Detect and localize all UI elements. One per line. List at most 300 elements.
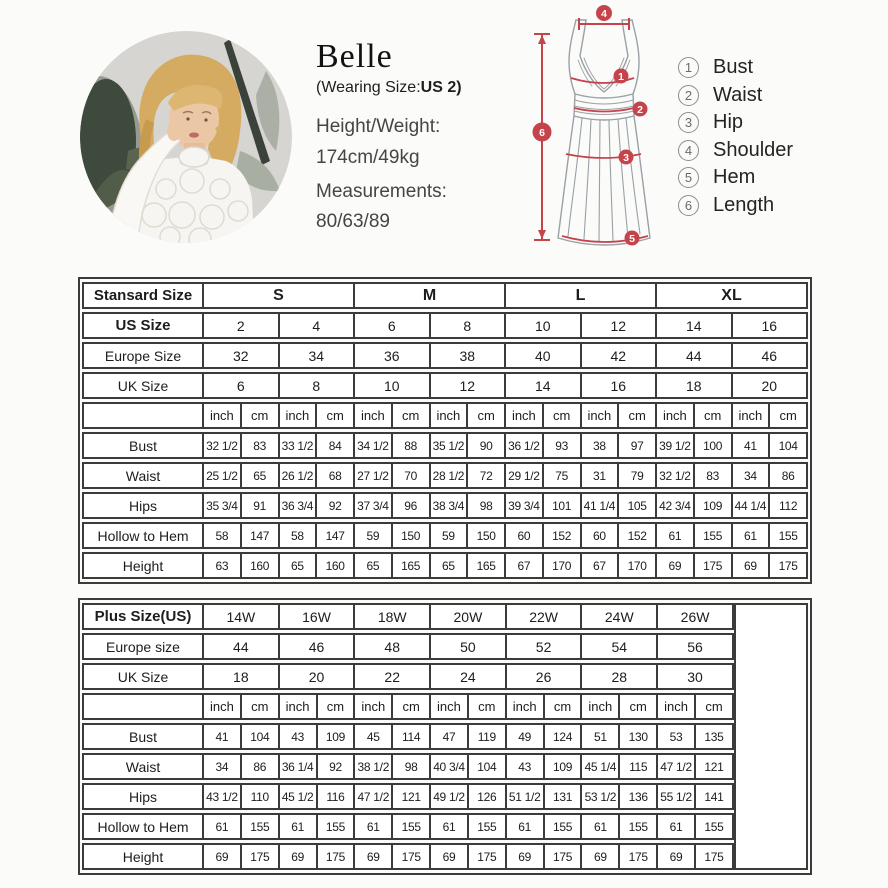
measurement-cell: 135 [696,723,734,750]
size-value-cell: 20 [733,372,809,399]
unit-header-cell: inch [355,402,393,429]
row-label-bust: Bust [82,723,204,750]
size-value-cell: 20 [280,663,356,690]
measurement-cell: 43 1/2 [204,783,242,810]
row-hips [82,783,808,810]
measurement-cell: 36 1/2 [506,432,544,459]
measurement-cell: 40 3/4 [431,753,469,780]
size-value-cell: 16 [582,372,658,399]
measurement-cell: 175 [469,843,507,870]
wearing-size-value: US 2) [420,79,462,96]
measurement-cell: 130 [620,723,658,750]
legend-item-hem [678,164,793,192]
empty-cell [734,603,808,870]
measurement-cell: 32 1/2 [204,432,242,459]
legend-number-circle: 5 [678,167,699,188]
measurement-cell: 41 1/4 [582,492,620,519]
unit-header-cell: inch [582,693,620,720]
unit-header-cell: cm [242,693,280,720]
measurement-cell: 131 [545,783,583,810]
measurement-cell: 61 [204,813,242,840]
measurement-cell: 96 [393,492,431,519]
measurement-cell: 155 [393,813,431,840]
measurement-cell: 104 [770,432,808,459]
model-photo [80,31,292,243]
size-value-cell: 28 [582,663,658,690]
measurement-cell: 63 [204,552,242,579]
brand-name: Belle [316,38,393,75]
measurement-cell: 67 [582,552,620,579]
measurement-cell: 69 [658,843,696,870]
measurement-cell: 83 [695,462,733,489]
unit-header-cell: cm [242,402,280,429]
unit-header-cell: cm [545,693,583,720]
row-label-empty [82,693,204,720]
row-hips [82,492,808,519]
measurement-cell: 47 1/2 [658,753,696,780]
measurement-cell: 65 [280,552,318,579]
measurement-cell: 61 [658,813,696,840]
measurement-cell: 121 [696,753,734,780]
standard-size-table [82,279,808,582]
row-label-hips: Hips [82,783,204,810]
measurement-cell: 170 [544,552,582,579]
height-weight-label: Height/Weight: [316,116,441,137]
model-photo-illustration [80,31,292,243]
measurement-cell: 65 [431,552,469,579]
size-value-cell: 6 [355,312,431,339]
measurement-cell: 141 [696,783,734,810]
legend-number-circle: 1 [678,57,699,78]
unit-header-cell: cm [544,402,582,429]
unit-header-cell: inch [507,693,545,720]
row-label-stansard-size: Stansard Size [82,282,204,309]
measurement-cell: 84 [317,432,355,459]
size-value-cell: 36 [355,342,431,369]
measurement-cell: 69 [582,843,620,870]
measurement-cell: 69 [280,843,318,870]
size-value-cell: 8 [431,312,507,339]
measurement-cell: 65 [242,462,280,489]
measurements-value: 80/63/89 [316,211,390,232]
legend-label: Bust [713,56,754,79]
row-label-europe-size: Europe Size [82,342,204,369]
measurement-cell: 41 [733,432,771,459]
measurement-cell: 49 [507,723,545,750]
row-label-hips: Hips [82,492,204,519]
row-label-bust: Bust [82,432,204,459]
row-label-height: Height [82,552,204,579]
measurement-cell: 92 [317,492,355,519]
measurement-cell: 61 [431,813,469,840]
svg-text:2: 2 [637,103,643,116]
measurement-cell: 61 [280,813,318,840]
measurement-cell: 43 [280,723,318,750]
measurement-cell: 34 [204,753,242,780]
measurement-cell: 97 [619,432,657,459]
unit-header-cell: cm [695,402,733,429]
measurement-cell: 155 [770,522,808,549]
size-value-cell: 12 [582,312,658,339]
unit-header-cell: cm [620,693,658,720]
svg-text:3: 3 [623,151,629,164]
size-group-cell: M [355,282,506,309]
measurement-cell: 33 1/2 [280,432,318,459]
measurement-cell: 160 [242,552,280,579]
plus-size-table [82,600,808,873]
measurement-cell: 39 1/2 [657,432,695,459]
size-value-cell: 52 [507,633,583,660]
height-weight-value: 174cm/49kg [316,147,420,168]
measurement-cell: 104 [242,723,280,750]
unit-header-cell: cm [469,693,507,720]
header-row-europe-size [82,342,808,369]
measurement-cell: 68 [317,462,355,489]
row-label-height: Height [82,843,204,870]
measurement-cell: 175 [318,843,356,870]
svg-text:5: 5 [629,232,635,245]
row-label-waist: Waist [82,462,204,489]
measurement-cell: 27 1/2 [355,462,393,489]
measurement-cell: 61 [507,813,545,840]
row-label-waist: Waist [82,753,204,780]
measurement-cell: 59 [355,522,393,549]
row-bust [82,432,808,459]
size-value-cell: 8 [280,372,356,399]
measurement-cell: 175 [393,843,431,870]
measurement-cell: 65 [355,552,393,579]
size-value-cell: 42 [582,342,658,369]
legend-label: Hem [713,166,756,189]
measurement-cell: 25 1/2 [204,462,242,489]
measurement-cell: 28 1/2 [431,462,469,489]
size-value-cell: 44 [204,633,280,660]
size-value-cell: 14 [657,312,733,339]
model-info [316,38,501,233]
size-value-cell: 4 [280,312,356,339]
measurement-cell: 42 3/4 [657,492,695,519]
svg-text:1: 1 [618,70,624,83]
measurement-cell: 38 3/4 [431,492,469,519]
unit-header-cell: cm [393,402,431,429]
measurement-cell: 104 [469,753,507,780]
size-value-cell: 6 [204,372,280,399]
size-value-cell: 56 [658,633,734,660]
unit-header-cell: inch [204,402,242,429]
measurement-cell: 29 1/2 [506,462,544,489]
measurement-cell: 175 [242,843,280,870]
measurement-cell: 58 [280,522,318,549]
measurement-cell: 114 [393,723,431,750]
header-row-plus-size-us [82,603,808,630]
row-hollow-to-hem [82,522,808,549]
header-row-uk-size [82,372,808,399]
measurement-cell: 109 [545,753,583,780]
size-value-cell: 18 [657,372,733,399]
measurements-label: Measurements: [316,181,447,202]
measurement-cell: 34 1/2 [355,432,393,459]
measurement-cell: 44 1/4 [733,492,771,519]
measurement-cell: 101 [544,492,582,519]
plus-size-table-frame [78,598,812,875]
size-value-cell: 18 [204,663,280,690]
measurement-cell: 136 [620,783,658,810]
measurement-cell: 155 [545,813,583,840]
measurement-cell: 34 [733,462,771,489]
row-label-hollow-to-hem: Hollow to Hem [82,522,204,549]
measurement-cell: 59 [431,522,469,549]
measurement-cell: 155 [620,813,658,840]
measurement-cell: 119 [469,723,507,750]
unit-header-cell: inch [280,693,318,720]
size-value-cell: 34 [280,342,356,369]
measurement-cell: 116 [318,783,356,810]
measurement-cell: 100 [695,432,733,459]
size-value-cell: 12 [431,372,507,399]
measurement-cell: 115 [620,753,658,780]
measurement-cell: 60 [582,522,620,549]
size-value-cell: 38 [431,342,507,369]
unit-header-cell: cm [318,693,356,720]
unit-header-cell: cm [317,402,355,429]
measurement-cell: 175 [696,843,734,870]
size-value-cell: 16W [280,603,356,630]
size-value-cell: 32 [204,342,280,369]
measurement-cell: 124 [545,723,583,750]
size-value-cell: 22 [355,663,431,690]
measurement-cell: 35 1/2 [431,432,469,459]
measurement-cell: 51 1/2 [507,783,545,810]
measurement-cell: 36 3/4 [280,492,318,519]
measurement-cell: 155 [469,813,507,840]
size-value-cell: 26 [507,663,583,690]
size-value-cell: 2 [204,312,280,339]
header-row-us-size [82,312,808,339]
unit-header-cell: cm [696,693,734,720]
measurement-cell: 49 1/2 [431,783,469,810]
row-bust [82,723,808,750]
size-value-cell: 54 [582,633,658,660]
measurement-cell: 150 [393,522,431,549]
size-value-cell: 22W [507,603,583,630]
row-hollow-to-hem [82,813,808,840]
measurement-cell: 60 [506,522,544,549]
measurement-cell: 32 1/2 [657,462,695,489]
row-label-uk-size: UK Size [82,663,204,690]
size-value-cell: 20W [431,603,507,630]
measurement-cell: 26 1/2 [280,462,318,489]
size-value-cell: 14W [204,603,280,630]
size-value-cell: 50 [431,633,507,660]
measurement-cell: 91 [242,492,280,519]
measurement-cell: 126 [469,783,507,810]
measurement-cell: 38 [582,432,620,459]
measurement-cell: 90 [468,432,506,459]
measurement-cell: 47 [431,723,469,750]
measurement-cell: 150 [468,522,506,549]
svg-text:6: 6 [539,127,545,139]
measurement-cell: 69 [431,843,469,870]
legend-label: Hip [713,111,744,134]
size-group-cell: XL [657,282,808,309]
measurement-cell: 152 [544,522,582,549]
size-value-cell: 10 [355,372,431,399]
legend-item-bust [678,54,793,82]
measurement-cell: 98 [393,753,431,780]
legend-item-shoulder [678,137,793,165]
measurement-cell: 155 [242,813,280,840]
measurement-cell: 61 [355,813,393,840]
size-value-cell: 46 [280,633,356,660]
unit-header-cell: inch [658,693,696,720]
measurement-cell: 121 [393,783,431,810]
measurement-cell: 53 1/2 [582,783,620,810]
size-value-cell: 18W [355,603,431,630]
measurement-cell: 39 3/4 [506,492,544,519]
row-height [82,552,808,579]
size-value-cell: 24W [582,603,658,630]
unit-header-row [82,402,808,429]
unit-header-cell: inch [280,402,318,429]
measurement-cell: 112 [770,492,808,519]
measurement-cell: 69 [507,843,545,870]
measurement-cell: 170 [619,552,657,579]
size-value-cell: 46 [733,342,809,369]
measurement-cell: 61 [582,813,620,840]
measurement-cell: 69 [204,843,242,870]
unit-header-row [82,693,808,720]
legend-label: Shoulder [713,138,794,161]
row-label-hollow-to-hem: Hollow to Hem [82,813,204,840]
unit-header-cell: cm [619,402,657,429]
size-value-cell: 10 [506,312,582,339]
measurement-cell: 45 1/4 [582,753,620,780]
size-value-cell: 26W [658,603,734,630]
measurement-cell: 155 [695,522,733,549]
unit-header-cell: inch [657,402,695,429]
measurement-cell: 43 [507,753,545,780]
measurement-cell: 160 [317,552,355,579]
measurement-cell: 98 [468,492,506,519]
svg-text:4: 4 [601,7,607,20]
measurement-cell: 165 [468,552,506,579]
legend-number-circle: 3 [678,112,699,133]
measurement-cell: 175 [620,843,658,870]
legend-number-circle: 2 [678,85,699,106]
size-value-cell: 16 [733,312,809,339]
row-label-us-size: US Size [82,312,204,339]
size-value-cell: 14 [506,372,582,399]
measurement-cell: 147 [242,522,280,549]
measurement-cell: 51 [582,723,620,750]
measurement-cell: 61 [657,522,695,549]
measurement-cell: 147 [317,522,355,549]
measurement-cell: 69 [355,843,393,870]
row-label-empty [82,402,204,429]
measurement-cell: 83 [242,432,280,459]
measurement-cell: 58 [204,522,242,549]
measurement-cell: 105 [619,492,657,519]
measurement-cell: 175 [695,552,733,579]
legend-item-length [678,192,793,220]
legend-label: Length [713,193,775,216]
measurement-cell: 175 [545,843,583,870]
dress-sketch [516,0,684,258]
legend-label: Waist [713,83,763,106]
measurement-cell: 109 [695,492,733,519]
size-group-cell: L [506,282,657,309]
dress-diagram [516,0,684,258]
measurement-cell: 88 [393,432,431,459]
size-group-cell: S [204,282,355,309]
measurement-cell: 41 [204,723,242,750]
standard-size-table-frame [78,277,812,584]
measurement-cell: 86 [242,753,280,780]
measurement-cell: 155 [318,813,356,840]
unit-header-cell: inch [582,402,620,429]
measurement-cell: 47 1/2 [355,783,393,810]
header-row-stansard-size [82,282,808,309]
row-label-uk-size: UK Size [82,372,204,399]
unit-header-cell: inch [506,402,544,429]
wearing-size: (Wearing Size:US 2) [316,79,462,96]
size-value-cell: 48 [355,633,431,660]
measurement-cell: 37 3/4 [355,492,393,519]
measurement-cell: 165 [393,552,431,579]
measurement-cell: 36 1/4 [280,753,318,780]
measurement-cell: 53 [658,723,696,750]
measurement-cell: 152 [619,522,657,549]
measurement-cell: 175 [770,552,808,579]
header-row-europe-size [82,633,808,660]
measurement-cell: 61 [733,522,771,549]
measurement-cell: 38 1/2 [355,753,393,780]
size-value-cell: 44 [657,342,733,369]
legend-number-circle: 6 [678,195,699,216]
measurement-legend [678,54,793,219]
measurement-cell: 110 [242,783,280,810]
size-value-cell: 30 [658,663,734,690]
measurement-cell: 55 1/2 [658,783,696,810]
measurement-cell: 155 [696,813,734,840]
measurement-cell: 109 [318,723,356,750]
size-value-cell: 40 [506,342,582,369]
header-row-uk-size [82,663,808,690]
unit-header-cell: inch [355,693,393,720]
legend-number-circle: 4 [678,140,699,161]
unit-header-cell: cm [468,402,506,429]
legend-item-hip [678,109,793,137]
measurement-cell: 45 1/2 [280,783,318,810]
measurement-cell: 75 [544,462,582,489]
row-waist [82,753,808,780]
measurement-cell: 70 [393,462,431,489]
unit-header-cell: inch [733,402,771,429]
unit-header-cell: cm [393,693,431,720]
measurement-cell: 86 [770,462,808,489]
row-label-europe-size: Europe size [82,633,204,660]
measurement-cell: 79 [619,462,657,489]
measurement-cell: 69 [657,552,695,579]
unit-header-cell: inch [204,693,242,720]
row-height [82,843,808,870]
row-label-plus-size-us: Plus Size(US) [82,603,204,630]
measurement-cell: 93 [544,432,582,459]
size-value-cell: 24 [431,663,507,690]
legend-item-waist [678,82,793,110]
measurement-cell: 72 [468,462,506,489]
measurement-cell: 31 [582,462,620,489]
